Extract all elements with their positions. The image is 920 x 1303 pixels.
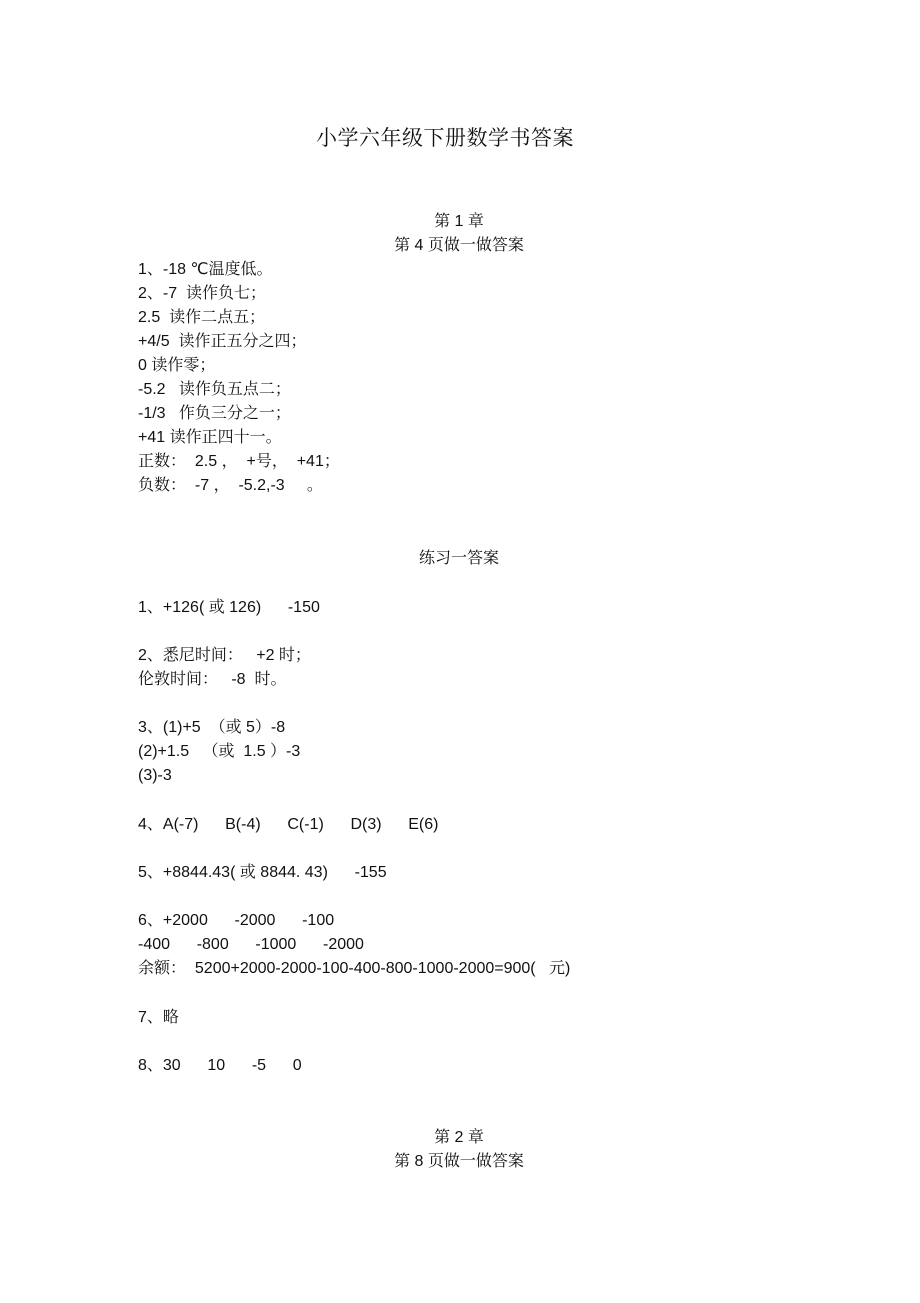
balance-line: 余额： 5200+2000-2000-100-400-800-1000-2000=900( 元): [138, 960, 571, 977]
exercise-answer-line: (3)-3: [138, 767, 172, 784]
document-title: 小学六年级下册数学书答案: [316, 126, 574, 150]
exercise-answer-line: 4、A(-7) B(-4) C(-1) D(3) E(6): [138, 816, 439, 833]
page-8-section-heading: 第 8 页做一做答案: [394, 1153, 524, 1170]
answer-line: 2、-7 读作负七；: [138, 285, 267, 302]
chapter-1-heading: 第 1 章: [434, 213, 484, 230]
exercise-1-heading: 练习一答案: [418, 550, 499, 567]
answer-line: -5.2 读作负五点二；: [138, 381, 291, 398]
exercise-answer-line: 2、悉尼时间： +2 时；: [138, 647, 311, 664]
positive-numbers-line: 正数： 2.5 ， +号， +41；: [138, 453, 340, 470]
exercise-answer-line: 3、(1)+5 （或 5）-8: [138, 719, 286, 736]
exercise-answer-line: 5、+8844.43( 或 8844. 43) -155: [138, 864, 387, 881]
answer-line: 0 读作零；: [138, 357, 216, 374]
exercise-answer-line: 1、+126( 或 126) -150: [138, 599, 320, 616]
negative-numbers-line: 负数： -7 ， -5.2,-3 。: [138, 477, 323, 494]
answer-line: 2.5 读作二点五；: [138, 309, 266, 326]
answer-line: -1/3 作负三分之一；: [138, 405, 291, 422]
exercise-answer-line: 7、略: [138, 1009, 179, 1026]
exercise-answer-line: (2)+1.5 （或 1.5 ）-3: [138, 743, 301, 760]
answer-line: 1、-18 ℃温度低。: [138, 261, 273, 278]
page-4-section-heading: 第 4 页做一做答案: [394, 237, 524, 254]
exercise-answer-line: 6、+2000 -2000 -100: [138, 912, 335, 929]
exercise-answer-line: -400 -800 -1000 -2000: [138, 936, 364, 953]
chapter-2-heading: 第 2 章: [434, 1129, 484, 1146]
answer-line: +4/5 读作正五分之四；: [138, 333, 307, 350]
exercise-answer-line: 8、30 10 -5 0: [138, 1057, 302, 1074]
exercise-answer-line: 伦敦时间： -8 时。: [138, 671, 287, 688]
answer-line: +41 读作正四十一。: [138, 429, 282, 446]
